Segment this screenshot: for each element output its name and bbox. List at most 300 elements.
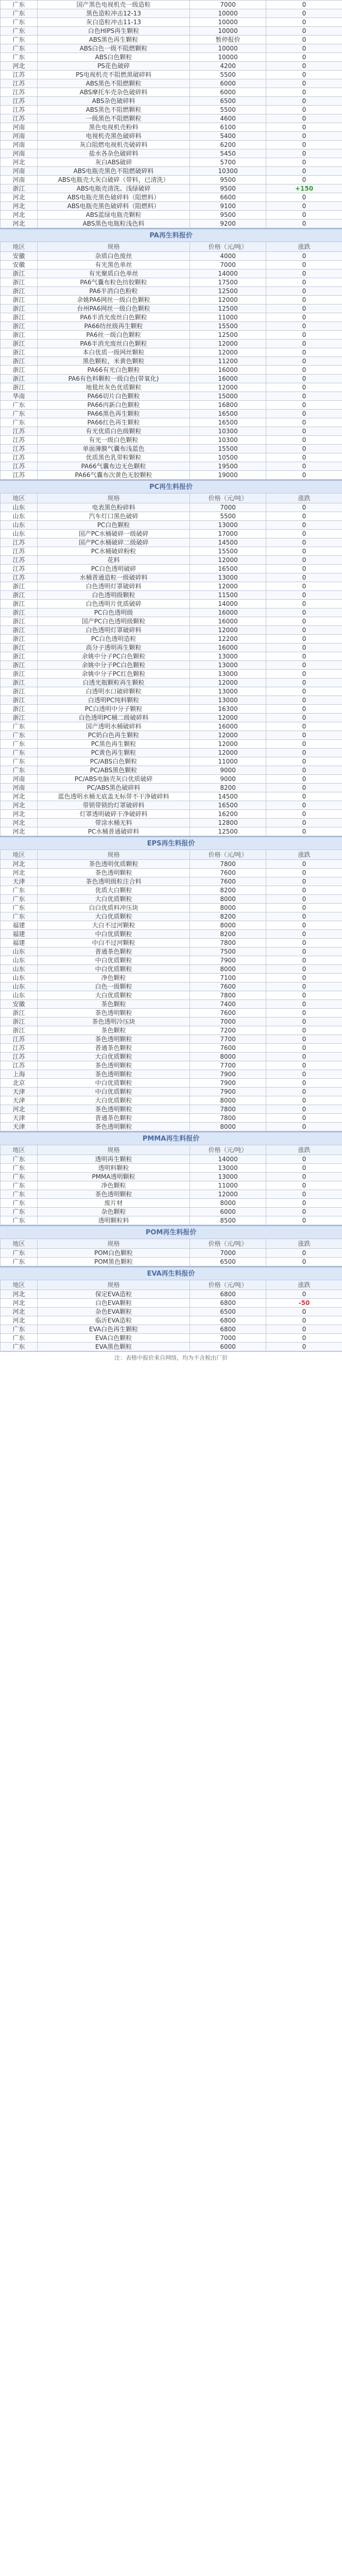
row-change: 0 [266,1316,342,1325]
table-row [1,149,342,158]
table-row [1,722,342,731]
row-region: 浙江 [1,331,38,340]
col-price-header: 价格（元/吨） [190,850,266,860]
row-spec: PA66气囊布次黄色无胶颗粒 [38,471,190,480]
row-spec: 盐水各杂色破碎料 [38,149,190,158]
row-change: 0 [266,471,342,480]
row-change: 0 [266,445,342,453]
row-change: 0 [266,193,342,202]
row-change: 0 [266,956,342,965]
row-spec: 国产PC水桶破碎二级破碎 [38,538,190,547]
row-price: 16000 [190,366,266,375]
row-region: 江苏 [1,427,38,436]
price-table [0,242,342,480]
row-spec: 大白优质颗粒 [38,1096,190,1105]
row-spec: 灰白造粒冲击11-13 [38,18,190,27]
table-row [1,930,342,939]
row-change: 0 [266,27,342,36]
section-title: PMMA再生料报价 [0,1131,342,1145]
row-region: 山东 [1,947,38,956]
row-region: 浙江 [1,617,38,626]
row-spec: 带涂水桶无料 [38,819,190,827]
row-price: 14500 [190,538,266,547]
row-region: 浙江 [1,278,38,287]
row-spec: 杂色颗粒 [38,1208,190,1216]
row-region: 浙江 [1,296,38,304]
row-price: 12000 [190,714,266,722]
row-price: 12200 [190,635,266,643]
row-change: 0 [266,44,342,53]
row-region: 浙江 [1,591,38,600]
row-change: 0 [266,296,342,304]
row-change: 0 [266,97,342,106]
row-spec: 大白优质颗粒 [38,912,190,921]
row-spec: 白色透明片优质破碎 [38,600,190,608]
row-region: 江苏 [1,71,38,79]
row-region: 山东 [1,512,38,521]
table-row [1,827,342,836]
table-row [1,252,342,261]
row-region: 江苏 [1,1044,38,1053]
table-row [1,53,342,62]
row-change: 0 [266,714,342,722]
table-row [1,427,342,436]
table-row [1,202,342,211]
row-region: 浙江 [1,670,38,679]
row-region: 浙江 [1,608,38,617]
row-price: 12800 [190,819,266,827]
row-spec: ABS黑色再生颗粒 [38,36,190,44]
row-spec: PA66黑色再生颗粒 [38,410,190,418]
row-region: 广东 [1,1173,38,1181]
row-change: 0 [266,547,342,556]
row-price: 5500 [190,512,266,521]
table-row [1,956,342,965]
row-price: 4200 [190,62,266,71]
row-region: 河南 [1,132,38,141]
row-price: 11500 [190,591,266,600]
row-change: 0 [266,819,342,827]
row-price: 6000 [190,1343,266,1351]
row-spec: 余姚PA6网丝一级白色颗粒 [38,296,190,304]
row-price: 7000 [190,261,266,269]
row-spec: ABS摩托车壳杂色破碎料 [38,88,190,97]
table-row [1,167,342,176]
row-change: 0 [266,827,342,836]
table-row [1,991,342,1000]
row-change: 0 [266,991,342,1000]
col-region-header: 地区 [1,1239,38,1249]
row-change: 0 [266,1114,342,1123]
row-spec: 茶色颗粒 [38,1000,190,1009]
table-row [1,453,342,462]
row-change: 0 [266,556,342,565]
row-spec: ABS杂色破碎料 [38,97,190,106]
row-region: 河北 [1,1316,38,1325]
row-change: 0 [266,810,342,819]
row-price: 7600 [190,1009,266,1018]
row-region: 福建 [1,939,38,947]
row-region: 安徽 [1,261,38,269]
table-row [1,158,342,167]
row-change: 0 [266,1009,342,1018]
row-spec: 透明再生颗粒 [38,1155,190,1164]
row-price: 6000 [190,79,266,88]
row-region: 江苏 [1,573,38,582]
table-row [1,617,342,626]
table-row [1,740,342,749]
row-spec: PC白透明中分子颗粒 [38,705,190,714]
row-price: 10300 [190,436,266,445]
price-section [0,836,342,1131]
row-change: 0 [266,313,342,322]
row-spec: 灯罩透明破碎干净破碎料 [38,810,190,819]
row-price: 6100 [190,123,266,132]
table-row [1,869,342,877]
row-spec: 普通茶色颗粒 [38,1044,190,1053]
row-spec: 一级黑色不阻燃颗粒 [38,114,190,123]
row-price: 12000 [190,348,266,357]
row-change: 0 [266,62,342,71]
row-change: 0 [266,383,342,392]
row-spec: 透明颗粒料 [38,1216,190,1225]
row-price: 4600 [190,114,266,123]
row-region: 浙江 [1,696,38,705]
price-table [0,1145,342,1225]
col-spec-header: 规格 [38,850,190,860]
row-region: 河南 [1,149,38,158]
row-spec: 大白优质颗粒 [38,895,190,904]
row-spec: PC水桶普通破碎料 [38,827,190,836]
table-row [1,184,342,193]
row-region: 安徽 [1,1000,38,1009]
row-region: 河北 [1,810,38,819]
row-region: 广东 [1,36,38,44]
table-row [1,1,342,9]
row-change: 0 [266,939,342,947]
row-price: 9500 [190,211,266,219]
row-spec: ABS电瓶壳大灰白破碎（带料，已清洗） [38,176,190,184]
row-spec: ABS电瓶壳黑色破碎料（阻燃料） [38,202,190,211]
row-spec: 国产黑色电视机壳一级造粒 [38,1,190,9]
row-change: 0 [266,530,342,538]
row-spec: 余姚中分子PC白色颗粒 [38,652,190,661]
row-region: 江苏 [1,1061,38,1070]
col-region-header: 地区 [1,1145,38,1155]
row-change: 0 [266,278,342,287]
row-spec: ABS电瓶壳黑色破碎料（阻燃料） [38,193,190,202]
table-row [1,366,342,375]
row-price: 12500 [190,287,266,296]
table-row [1,357,342,366]
row-spec: EVA黑色颗粒 [38,1343,190,1351]
row-spec: PA6气囊布粒色纺胶颗粒 [38,278,190,287]
row-price: 15500 [190,322,266,331]
row-change: 0 [266,877,342,886]
row-region: 北京 [1,1079,38,1088]
row-change: 0 [266,331,342,340]
row-spec: ABS白色颗粒 [38,53,190,62]
row-price: 4000 [190,252,266,261]
table-row [1,88,342,97]
row-region: 江苏 [1,1053,38,1061]
row-region: 浙江 [1,1026,38,1035]
row-region: 江苏 [1,471,38,480]
row-region: 河北 [1,202,38,211]
row-spec: 茶色透明颗粒 [38,1070,190,1079]
table-row [1,132,342,141]
header-row [1,850,342,860]
row-change: 0 [266,141,342,149]
table-row [1,1249,342,1258]
row-price: 8000 [190,1053,266,1061]
row-price: 7400 [190,1000,266,1009]
row-region: 广东 [1,44,38,53]
row-spec: PC白色透明级 [38,608,190,617]
row-region: 浙江 [1,635,38,643]
row-spec: 有光一级白色颗粒 [38,436,190,445]
row-change: 0 [266,366,342,375]
row-spec: PS电视机壳不阻燃黑破碎料 [38,71,190,79]
table-row [1,1105,342,1114]
table-row [1,860,342,869]
row-spec: 白色透明级颗粒 [38,591,190,600]
table-row [1,512,342,521]
row-price: 9000 [190,775,266,784]
col-change-header: 涨跌 [266,850,342,860]
row-spec: 本白优质一级网丝颗粒 [38,348,190,357]
row-change: 0 [266,462,342,471]
row-spec: 杂质白色废丝 [38,252,190,261]
row-spec: 大白不过河颗粒 [38,921,190,930]
row-spec: 国产PC水桶破碎一级破碎 [38,530,190,538]
row-spec: PC/ABS白色颗粒 [38,757,190,766]
row-price: 12000 [190,740,266,749]
row-region: 浙江 [1,340,38,348]
row-change: 0 [266,123,342,132]
row-price: 15500 [190,445,266,453]
row-change: 0 [266,565,342,573]
table-row [1,193,342,202]
table-row [1,1009,342,1018]
price-section [0,228,342,480]
row-price: 6500 [190,1308,266,1316]
section-title: EVA再生料报价 [0,1266,342,1280]
table-row [1,313,342,322]
row-price: 7000 [190,503,266,512]
row-price: 5400 [190,132,266,141]
col-spec-header: 规格 [38,1280,190,1290]
row-change: 0 [266,947,342,956]
row-region: 浙江 [1,643,38,652]
row-region: 广东 [1,401,38,410]
table-row [1,71,342,79]
col-price-header: 价格（元/吨） [190,1280,266,1290]
row-change: 0 [266,538,342,547]
row-region: 广东 [1,53,38,62]
row-region: 广东 [1,1155,38,1164]
row-region: 河北 [1,1299,38,1308]
row-spec: 中白优质颗粒 [38,956,190,965]
row-region: 河北 [1,158,38,167]
row-change: 0 [266,766,342,775]
row-spec: PC白色透明造粒 [38,635,190,643]
col-price-header: 价格（元/吨） [190,242,266,252]
row-change: 0 [266,1088,342,1096]
table-row [1,503,342,512]
row-price: 5500 [190,106,266,114]
table-row [1,383,342,392]
row-region: 江苏 [1,445,38,453]
table-row [1,982,342,991]
row-spec: ABS电瓶壳黑色不阻燃破碎料 [38,167,190,176]
row-change: 0 [266,1216,342,1225]
row-change: 0 [266,521,342,530]
row-price: 13000 [190,661,266,670]
row-region: 江苏 [1,88,38,97]
row-region: 浙江 [1,600,38,608]
row-price: 12000 [190,296,266,304]
row-change: 0 [266,1290,342,1299]
row-change: 0 [266,1000,342,1009]
row-change: 0 [266,1044,342,1053]
row-change: 0 [266,132,342,141]
row-price: 5700 [190,158,266,167]
table-row [1,348,342,357]
row-price: 9500 [190,184,266,193]
row-spec: 白透明PC纯料颗粒 [38,696,190,705]
row-price: 5450 [190,149,266,158]
row-spec: 灰白ABS破碎 [38,158,190,167]
row-spec: 中白优质颗粒 [38,1088,190,1096]
row-spec: PC黑色再生颗粒 [38,740,190,749]
row-region: 河南 [1,176,38,184]
row-price: 9500 [190,176,266,184]
table-row [1,392,342,401]
row-region: 广东 [1,9,38,18]
row-price: 6500 [190,1258,266,1266]
row-change: 0 [266,1123,342,1131]
col-price-header: 价格（元/吨） [190,494,266,503]
row-price: 13000 [190,1164,266,1173]
row-price: 16500 [190,410,266,418]
row-change: 0 [266,269,342,278]
row-price: 12500 [190,827,266,836]
row-spec: 中白优质颗粒 [38,965,190,974]
row-change: 0 [266,895,342,904]
table-row [1,886,342,895]
price-section [0,1266,342,1351]
row-spec: 优质黑色乳带粒颗粒 [38,453,190,462]
row-price: 12000 [190,340,266,348]
row-price: 11200 [190,357,266,366]
row-spec: EVA白色颗粒 [38,1334,190,1343]
row-spec: PC/ABS黑色破碎料 [38,784,190,792]
table-row [1,939,342,947]
row-spec: PA6半消白色粉粒 [38,287,190,296]
section-title: POM再生料报价 [0,1225,342,1239]
row-spec: 茶色透明颗粒 [38,869,190,877]
row-price: 16800 [190,401,266,410]
row-price: 7100 [190,974,266,982]
row-region: 河北 [1,1308,38,1316]
row-region: 广东 [1,1334,38,1343]
row-change: 0 [266,757,342,766]
row-spec: 茶色透明颗粒 [38,1035,190,1044]
row-price: 12000 [190,582,266,591]
row-price: 8200 [190,912,266,921]
row-spec: 净色颗粒 [38,1181,190,1190]
row-change: 0 [266,1249,342,1258]
table-row [1,44,342,53]
table-row [1,410,342,418]
row-region: 河北 [1,827,38,836]
row-change: 0 [266,573,342,582]
row-price: 8000 [190,1123,266,1131]
row-spec: 白色EVA颗粒 [38,1299,190,1308]
row-spec: 灰白阻燃电视机壳破碎料 [38,141,190,149]
row-price: 13000 [190,573,266,582]
table-row [1,97,342,106]
row-spec: ABS黑色不阻燃颗粒 [38,106,190,114]
table-row [1,331,342,340]
row-spec: PA6有色料颗粒一级白色(带氧化) [38,375,190,383]
row-price: 7900 [190,1070,266,1079]
row-price: 暂停报价 [190,36,266,44]
row-price: 6800 [190,1299,266,1308]
row-region: 广东 [1,18,38,27]
row-change: 0 [266,661,342,670]
row-spec: 国产PC白色透明级颗粒 [38,617,190,626]
row-price: 16000 [190,722,266,731]
table-row [1,269,342,278]
row-change: 0 [266,1343,342,1351]
row-change: 0 [266,1155,342,1164]
table-row [1,1199,342,1208]
row-price: 7800 [190,860,266,869]
row-spec: POM白色颗粒 [38,1249,190,1258]
table-row [1,401,342,410]
table-row [1,757,342,766]
row-price: 8000 [190,965,266,974]
table-row [1,1258,342,1266]
table-row [1,36,342,44]
col-change-header: 涨跌 [266,1280,342,1290]
table-row [1,27,342,36]
row-region: 江苏 [1,462,38,471]
row-spec: PC水桶破碎粉粒 [38,547,190,556]
price-section [0,1225,342,1266]
row-spec: 白色透明灯罩破碎料 [38,582,190,591]
row-change: 0 [266,626,342,635]
row-region: 河北 [1,1290,38,1299]
table-row [1,219,342,228]
table-row [1,1070,342,1079]
row-region: 华南 [1,392,38,401]
row-change: 0 [266,965,342,974]
table-row [1,635,342,643]
row-change: 0 [266,1026,342,1035]
table-row [1,278,342,287]
col-region-header: 地区 [1,850,38,860]
row-region: 广东 [1,1216,38,1225]
row-change: 0 [266,600,342,608]
row-change: 0 [266,176,342,184]
table-row [1,79,342,88]
row-price: 16500 [190,565,266,573]
table-row [1,1079,342,1088]
row-price: 19000 [190,471,266,480]
